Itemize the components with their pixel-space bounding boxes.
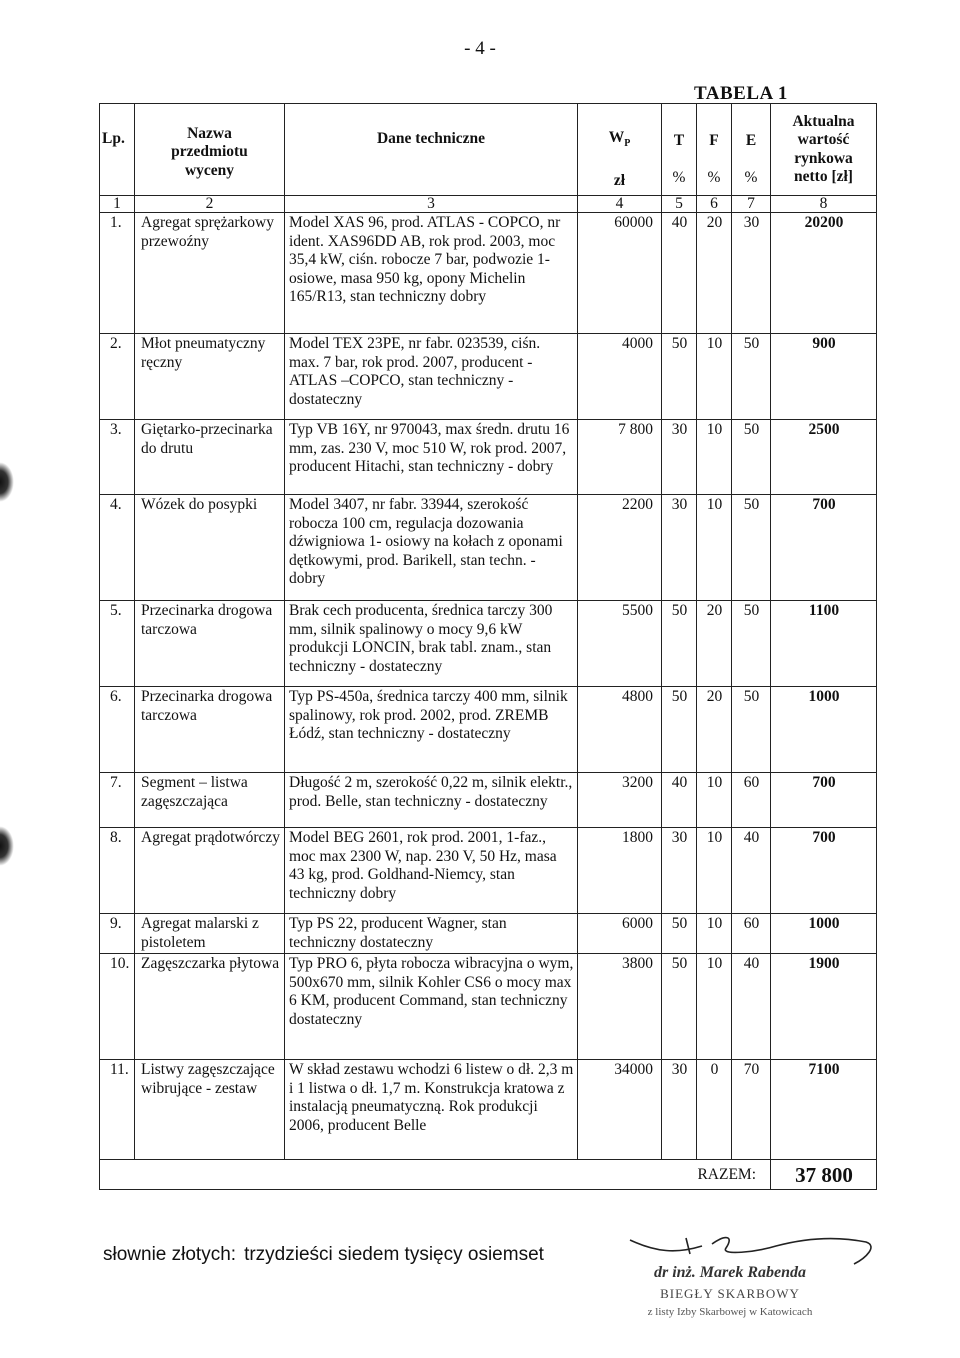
row-e: 60 <box>732 773 771 828</box>
column-number: 8 <box>771 196 877 213</box>
column-number: 3 <box>285 196 578 213</box>
row-e: 30 <box>732 213 771 334</box>
valuation-table <box>99 103 877 1190</box>
table-row <box>100 1060 877 1160</box>
row-f: 20 <box>697 213 732 334</box>
header-t-symbol: T <box>673 132 685 149</box>
header-wp-symbol: W <box>608 128 625 146</box>
header-f-unit: % <box>707 168 721 186</box>
row-e: 40 <box>732 828 771 914</box>
expert-stamp <box>606 1228 876 1338</box>
row-market-value: 1100 <box>771 601 877 687</box>
amount-in-words-label: słownie złotych: <box>103 1244 237 1265</box>
row-lp: 6. <box>100 687 135 773</box>
row-name: Agregat sprężarkowy przewoźny <box>135 213 285 334</box>
binder-hole-mark <box>0 462 14 502</box>
table-row <box>100 334 877 420</box>
row-technical-data: Typ PRO 6, płyta robocza wibracyjna o wym, 500x670 mm, silnik Kohler CS6 o mocy max 6 KM, producent Command, stan techniczny dostateczny <box>285 954 578 1060</box>
row-market-value: 700 <box>771 495 877 601</box>
binder-hole-mark <box>0 826 14 866</box>
table-row <box>100 495 877 601</box>
row-name: Przecinarka drogowa tarczowa <box>135 601 285 687</box>
row-name: Giętarko-przecinarka do drutu <box>135 420 285 495</box>
row-t: 30 <box>662 1060 697 1160</box>
row-name: Młot pneumatyczny ręczny <box>135 334 285 420</box>
row-t: 50 <box>662 914 697 954</box>
row-wp: 3800 <box>578 954 662 1060</box>
header-t-unit: % <box>672 168 686 186</box>
row-lp: 3. <box>100 420 135 495</box>
row-t: 30 <box>662 828 697 914</box>
table-row <box>100 601 877 687</box>
row-lp: 4. <box>100 495 135 601</box>
header-wp-unit: zł <box>613 171 626 189</box>
row-market-value: 700 <box>771 828 877 914</box>
row-wp: 4800 <box>578 687 662 773</box>
row-f: 10 <box>697 773 732 828</box>
row-name: Wózek do posypki <box>135 495 285 601</box>
row-lp: 7. <box>100 773 135 828</box>
stamp-name: dr inż. Marek Rabenda <box>653 1264 807 1281</box>
header-wp-subscript: P <box>624 138 631 150</box>
row-technical-data: Model BEG 2601, rok prod. 2001, 1-faz., moc max 2300 W, nap. 230 V, 50 Hz, masa 43 kg, prod. Goldhand-Niemcy, stan techniczny dobry <box>285 828 578 914</box>
header-row <box>100 104 877 196</box>
row-technical-data: Model 3407, nr fabr. 33944, szerokość robocza 100 cm, regulacja dozowania dźwigniowa 1- osiowy na kołach z oponami dętkowymi, prod. Barikell, stan techn. - dobry <box>285 495 578 601</box>
row-technical-data: Model XAS 96, prod. ATLAS - COPCO, nr ident. XAS96DD AB, rok prod. 2003, moc 35,4 kW, ciśn. robocze 7 bar, podwozie 1-osiowe, masa 950 kg, opony Michelin 165/R13, stan techniczny dobry <box>285 213 578 334</box>
row-wp: 34000 <box>578 1060 662 1160</box>
amount-in-words-text: trzydzieści siedem tysięcy osiemset <box>244 1244 544 1265</box>
row-e: 40 <box>732 954 771 1060</box>
row-t: 40 <box>662 213 697 334</box>
summary-row <box>100 1160 877 1190</box>
table-row <box>100 687 877 773</box>
table-row <box>100 773 877 828</box>
row-e: 60 <box>732 914 771 954</box>
row-t: 50 <box>662 334 697 420</box>
row-wp: 3200 <box>578 773 662 828</box>
stamp-list: z listy Izby Skarbowej w Katowicach <box>647 1306 813 1318</box>
row-technical-data: W skład zestawu wchodzi 6 listew o dł. 2,3 m i 1 listwa o dł. 1,7 m. Konstrukcja kratowa z instalacją pneumatyczną. Rok produkcji 2006, producent Belle <box>285 1060 578 1160</box>
row-f: 10 <box>697 954 732 1060</box>
row-name: Zagęszczarka płytowa <box>135 954 285 1060</box>
summary-label: RAZEM: <box>100 1160 771 1190</box>
row-name: Agregat prądotwórczy <box>135 828 285 914</box>
column-number: 2 <box>135 196 285 213</box>
row-e: 70 <box>732 1060 771 1160</box>
column-number-row <box>100 196 877 213</box>
table-row <box>100 914 877 954</box>
row-wp: 5500 <box>578 601 662 687</box>
row-name: Listwy zagęszczające wibrujące - zestaw <box>135 1060 285 1160</box>
table-body <box>100 213 877 1160</box>
row-t: 30 <box>662 420 697 495</box>
row-f: 10 <box>697 914 732 954</box>
row-wp: 1800 <box>578 828 662 914</box>
row-technical-data: Typ VB 16Y, nr 970043, max średn. drutu 16 mm, zas. 230 V, moc 510 W, rok prod. 2007, producent Hitachi, stan techniczny - dobry <box>285 420 578 495</box>
header-aktualna: Aktualna wartość rynkowa netto [zł] <box>771 104 877 196</box>
row-market-value: 1900 <box>771 954 877 1060</box>
row-f: 10 <box>697 334 732 420</box>
row-market-value: 700 <box>771 773 877 828</box>
row-market-value: 900 <box>771 334 877 420</box>
table-row <box>100 420 877 495</box>
row-technical-data: Długość 2 m, szerokość 0,22 m, silnik elektr., prod. Belle, stan techniczny - dostateczny <box>285 773 578 828</box>
row-f: 10 <box>697 828 732 914</box>
header-dane: Dane techniczne <box>285 104 578 196</box>
row-e: 50 <box>732 334 771 420</box>
row-market-value: 20200 <box>771 213 877 334</box>
header-e <box>732 104 771 196</box>
column-number: 5 <box>662 196 697 213</box>
row-t: 30 <box>662 495 697 601</box>
header-f <box>697 104 732 196</box>
row-t: 50 <box>662 601 697 687</box>
row-e: 50 <box>732 687 771 773</box>
table-row <box>100 828 877 914</box>
row-f: 10 <box>697 495 732 601</box>
column-number: 7 <box>732 196 771 213</box>
row-market-value: 2500 <box>771 420 877 495</box>
row-f: 20 <box>697 687 732 773</box>
row-e: 50 <box>732 495 771 601</box>
row-wp: 7 800 <box>578 420 662 495</box>
header-wp <box>578 104 662 196</box>
row-market-value: 1000 <box>771 914 877 954</box>
table-title: TABELA 1 <box>694 83 788 104</box>
table-row <box>100 213 877 334</box>
row-wp: 60000 <box>578 213 662 334</box>
row-t: 50 <box>662 687 697 773</box>
header-f-symbol: F <box>709 132 719 149</box>
page-number: - 4 - <box>464 38 496 59</box>
row-technical-data: Typ PS-450a, średnica tarczy 400 mm, silnik spalinowy, rok prod. 2002, prod. ZREMB Łódź, stan techniczny - dostateczny <box>285 687 578 773</box>
header-e-unit: % <box>744 168 758 186</box>
row-technical-data: Typ PS 22, producent Wagner, stan techniczny dostateczny <box>285 914 578 954</box>
row-lp: 8. <box>100 828 135 914</box>
column-number: 6 <box>697 196 732 213</box>
row-e: 50 <box>732 420 771 495</box>
column-number: 4 <box>578 196 662 213</box>
row-f: 10 <box>697 420 732 495</box>
valuation-table-container <box>99 103 876 1190</box>
row-technical-data: Brak cech producenta, średnica tarczy 300 mm, silnik spalinowy o mocy 9,6 kW produkcji LONCIN, brak tabl. znam., stan techniczny - dostateczny <box>285 601 578 687</box>
summary-value: 37 800 <box>771 1160 877 1190</box>
row-lp: 9. <box>100 914 135 954</box>
row-name: Agregat malarski z pistoletem <box>135 914 285 954</box>
row-lp: 5. <box>100 601 135 687</box>
row-lp: 2. <box>100 334 135 420</box>
row-market-value: 7100 <box>771 1060 877 1160</box>
table-row <box>100 954 877 1060</box>
header-t <box>662 104 697 196</box>
row-t: 40 <box>662 773 697 828</box>
row-name: Segment – listwa zagęszczająca <box>135 773 285 828</box>
row-wp: 4000 <box>578 334 662 420</box>
row-f: 0 <box>697 1060 732 1160</box>
row-technical-data: Model TEX 23PE, nr fabr. 023539, ciśn. max. 7 bar, rok prod. 2007, producent - ATLAS –COPCO, stan techniczny - dostateczny <box>285 334 578 420</box>
column-number: 1 <box>100 196 135 213</box>
signature-icon <box>616 1228 876 1268</box>
row-lp: 10. <box>100 954 135 1060</box>
header-e-symbol: E <box>745 132 757 149</box>
row-f: 20 <box>697 601 732 687</box>
stamp-role: BIEGŁY SKARBOWY <box>660 1286 800 1301</box>
row-name: Przecinarka drogowa tarczowa <box>135 687 285 773</box>
row-e: 50 <box>732 601 771 687</box>
row-wp: 2200 <box>578 495 662 601</box>
row-market-value: 1000 <box>771 687 877 773</box>
row-t: 50 <box>662 954 697 1060</box>
row-lp: 11. <box>100 1060 135 1160</box>
header-nazwa: Nazwa przedmiotu wyceny <box>135 104 285 196</box>
row-lp: 1. <box>100 213 135 334</box>
row-wp: 6000 <box>578 914 662 954</box>
amount-in-words <box>103 1244 544 1266</box>
header-lp: Lp. <box>100 104 135 196</box>
